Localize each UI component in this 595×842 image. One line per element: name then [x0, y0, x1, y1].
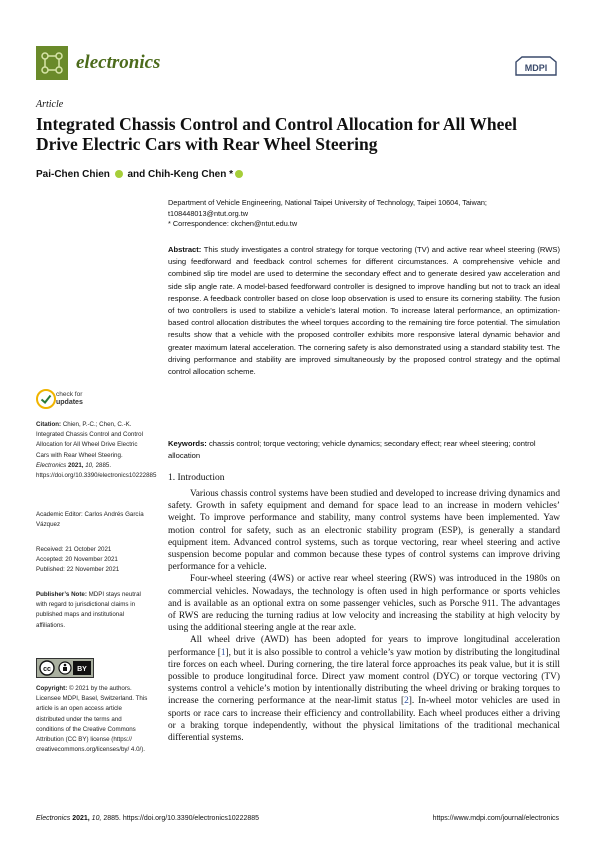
publisher-note	[36, 590, 150, 631]
article-title: Integrated Chassis Control and Control Allocation for All Wheel Drive Electric Cars with Rear Wheel Steering	[36, 114, 517, 154]
paragraph-text: ], but it is also possible to control a vehicle’s yaw motion by distributing the longitudinal tire forces on each wheel. During cornering, the tire lateral force approaches its peak value, but it is still possible to produce longitudinal force. Direct yaw moment control (DYC) or torque vectoring (TV) systems control a vehicle’s motion by intentionally distributing the wheel driving or braking torques to increase the cornering performance at the near-limit status [	[168, 647, 560, 707]
author-name[interactable]: Chih-Keng Chen	[148, 169, 227, 180]
author-name[interactable]: Pai-Chen Chien	[36, 169, 110, 180]
footer-journal: Electronics	[36, 815, 71, 822]
paragraph-text: ]. In-wheel motor vehicles are used in sports or race cars to increase their efficiency and controllability. Each wheel produces either a driving or a braking torque independently, without the physical limitations of the traditional mechanical differential systems.	[168, 696, 560, 744]
journal-name: electronics	[76, 52, 161, 73]
copyright-text: © 2021 by the authors. Licensee MDPI, Basel, Switzerland. This article is an open access article distributed under the terms and conditions of the Creative Commons Attribution (CC BY) license (https:// creativecommons.org/licenses/by/ 4.0/).	[36, 685, 148, 754]
accepted-date: Accepted: 20 November 2021	[36, 556, 118, 564]
check-updates-badge[interactable]	[36, 389, 146, 411]
affiliation-block	[168, 198, 560, 230]
publisher-note-text: MDPI stays neutral with regard to jurisdictional claims in published maps and institutional affiliations.	[36, 591, 141, 629]
paragraph: Various chassis control systems have been studied and developed to increase driving dynamics and safety. Growth in safety equipment and demand for space lead to an increase in modern vehicles’ weight. To improve performance and stability, many control systems have been implemented. Yaw motion control for safety, such as an electronic stability program (ESP), is generally a standard equipment item. Advanced control systems, such as torque vectoring, rear wheel steering and active suspension become popular and common because these types of control systems can improve driving performance for a vehicle.	[168, 489, 560, 573]
footer-volume: 10,	[91, 815, 102, 822]
check-updates-line1: check for	[56, 391, 83, 398]
abstract-text: This study investigates a control strategy for torque vectoring (TV) and active rear wheel steering (RWS) using feedforward and feedback control schemes for different circumstances. A comprehensive vehicle and combined slip tire model are used to determine the secondary effect and to generate desired yaw acceleration and side slip angle rate. A model-based feedforward controller is designed to improve handling but not to track an ideal response. A feedback controller based on close loop observation is used to ensure its cornering stability. The fusion of two controllers is used to stabilize a vehicle’s lateral motion. To increase lateral performance, an optimization-based control allocation distributes the wheel torques according to the remaining tire force potential. The simulation results show that a vehicle with the proposed controller exhibits more responsive lateral dynamic behavior and greater maximum lateral acceleration. The cornering safety is also demonstrated using a standard stability test. The driving performance and stability are improved simultaneously by the proposed control strategy and the optimal control allocation scheme.	[168, 245, 560, 377]
paragraph-text: All wheel drive (AWD) has been adopted for years to improve longitudinal acceleration performance [	[168, 635, 560, 658]
citation-label: Citation:	[36, 421, 62, 428]
cc-license-icon[interactable]	[36, 658, 94, 678]
paragraph	[168, 634, 560, 744]
citation-volume: 10,	[85, 461, 94, 469]
check-updates-icon	[36, 389, 56, 409]
academic-editor: Academic Editor: Carlos Andrés García Vázquez	[36, 511, 144, 529]
citation-journal: Electronics	[36, 461, 67, 469]
by-icon-label: BY	[77, 666, 87, 673]
footer-year: 2021,	[72, 815, 90, 822]
citation-doi[interactable]: 2885. https://doi.org/10.3390/electronics10222885	[36, 461, 157, 480]
mdpi-logo-text: MDPI	[524, 63, 548, 73]
check-updates-line2: updates	[56, 399, 83, 406]
footer-journal-url[interactable]: https://www.mdpi.com/journal/electronics	[432, 815, 559, 822]
keywords-text: chassis control; torque vectoring; vehicle dynamics; secondary effect; rear wheel steering; control allocation	[168, 439, 536, 461]
publisher-note-label: Publisher’s Note:	[36, 591, 87, 598]
citation-year: 2021,	[68, 461, 84, 469]
footer-citation	[36, 815, 259, 822]
mdpi-logo-icon	[514, 54, 558, 78]
keywords-label: Keywords:	[168, 439, 207, 448]
footer-doi[interactable]: 2885. https://doi.org/10.3390/electronics10222885	[103, 815, 260, 822]
check-updates-text	[56, 391, 83, 407]
dates-block	[36, 545, 150, 576]
citation-block	[36, 420, 157, 481]
citation-text: Chien, P.-C.; Chen, C.-K. Integrated Chassis Control and Control Allocation for All Wheel Drive Electric Cars with Rear Wheel Steering.	[36, 421, 143, 459]
copyright-block	[36, 684, 150, 755]
reference-link[interactable]: 2	[404, 696, 409, 707]
correspondence-line: * Correspondence: ckchen@ntut.edu.tw	[168, 219, 298, 228]
section-heading: 1. Introduction	[168, 473, 225, 483]
author-conjunction: and	[127, 169, 146, 180]
author-list	[36, 169, 245, 180]
orcid-icon[interactable]	[115, 170, 123, 178]
keywords	[168, 438, 560, 462]
introduction-body	[168, 488, 560, 744]
abstract	[168, 244, 560, 378]
received-date: Received: 21 October 2021	[36, 546, 112, 553]
copyright-label: Copyright:	[36, 685, 68, 692]
published-date: Published: 22 November 2021	[36, 566, 120, 574]
cc-icon-label: cc	[43, 666, 51, 673]
abstract-label: Abstract:	[168, 245, 202, 254]
corresponding-marker: *	[229, 169, 234, 180]
orcid-icon[interactable]	[235, 170, 243, 178]
journal-logo-icon	[36, 46, 68, 80]
reference-link[interactable]: 1	[220, 647, 226, 658]
article-type: Article	[36, 99, 64, 110]
author-email[interactable]: t108448013@ntut.org.tw	[168, 208, 249, 218]
affiliation-line: Department of Vehicle Engineering, National Taipei University of Technology, Taipei 10604, Taiwan;	[168, 198, 487, 207]
paragraph: Four-wheel steering (4WS) or active rear wheel steering (RWS) was introduced in the 1980s on commercial vehicles. Nowadays, the technology is often used in high performance or sports vehicles and is available as an optional extra on some passenger vehicles, such as Porsche 911. The advantages of RWS are reducing the turning radius at low velocity and increasing the stability at high velocity by using the additional steering angle at the rear axle.	[168, 574, 560, 634]
